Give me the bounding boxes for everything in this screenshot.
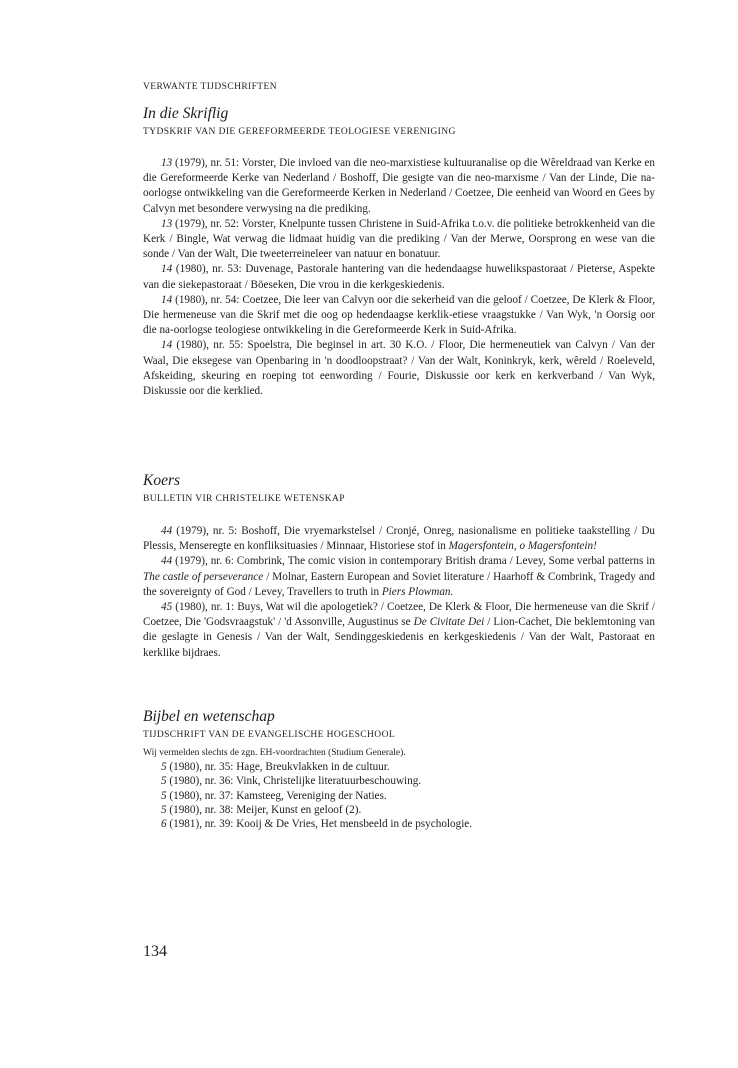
journal-title: In die Skriflig xyxy=(143,105,229,122)
entry-list xyxy=(143,760,655,831)
list-item: 5 (1980), nr. 35: Hage, Breukvlakken in de cultuur. xyxy=(161,761,390,773)
journal-subtitle: TYDSKRIF VAN DIE GEREFORMEERDE TEOLOGIESE VERENIGING xyxy=(143,127,456,137)
list-item: 44 (1979), nr. 5: Boshoff, Die vryemarkstelsel / Cronjé, Onreg, nasionalisme en politieke taakstelling / Du Plessis, Menseregte en konfliksituasies / Minnaar, Historiese stof in Magersfontein, o Magersfontein! xyxy=(143,525,655,553)
running-head: VERWANTE TIJDSCHRIFTEN xyxy=(143,82,277,92)
list-item: 5 (1980), nr. 37: Kamsteeg, Vereniging der Naties. xyxy=(161,789,387,802)
section-note: Wij vermelden slechts de zgn. EH-voordrachten (Studium Generale). xyxy=(143,748,406,758)
list-item: 14 (1980), nr. 53: Duvenage, Pastorale hantering van die hedendaagse huwelikspastoraat / Pieterse, Aspekte van die siekepastoraat / Böeseken, Die vrou in die kerkgeskiedenis. xyxy=(143,263,655,291)
journal-subtitle: TIJDSCHRIFT VAN DE EVANGELISCHE HOGESCHOOL xyxy=(143,730,396,740)
journal-section-koers xyxy=(143,472,655,661)
journal-subtitle: BULLETIN VIR CHRISTELIKE WETENSKAP xyxy=(143,494,345,504)
list-item: 5 (1980), nr. 36: Vink, Christelijke literatuurbeschouwing. xyxy=(161,775,422,788)
entry-list xyxy=(143,524,655,661)
list-item: 6 (1981), nr. 39: Kooij & De Vries, Het mensbeeld in de psychologie. xyxy=(161,818,473,831)
list-item: 5 (1980), nr. 38: Meijer, Kunst en geloof (2). xyxy=(161,803,362,816)
journal-section-in-die-skriflig xyxy=(143,105,655,399)
journal-title: Koers xyxy=(143,472,181,489)
list-item: 13 (1979), nr. 52: Vorster, Knelpunte tussen Christene in Suid-Afrika t.o.v. die politieke betrokkenheid van die Kerk / Bingle, Wat verwag die lidmaat huidig van die prediking / Van der Merwe, Oorsprong en wese van die sonde / Van der Walt, Die tweeterreineleer van natuur en bonatuur. xyxy=(143,217,655,261)
list-item: 13 (1979), nr. 51: Vorster, Die invloed van die neo-marxistiese kultuuranalise op die Wêreldraad van Kerke en die Gereformeerde Kerke van Nederland / Boshoff, Die gesigte van die neo-marxisme / Van der Linde, Die na-oorlogse ontwikkeling van die Gereformeerde Kerken in Nederland / Coetzee, Die eenheid van Woord en Gees by Calvyn met besondere verwysing na die prediking. xyxy=(143,157,655,215)
list-item: 14 (1980), nr. 54: Coetzee, Die leer van Calvyn oor die sekerheid van die geloof / Coetzee, De Klerk & Floor, Die hermeneuse van die Skrif met die oog op hedendaagse kerklik-etiese vraagstukke / Van Wyk, 'n Oorsig oor die na-oorlogse teologiese ontwikkeling in die Gereformeerde Kerk in Suid-Afrika. xyxy=(143,293,655,337)
entry-list xyxy=(143,156,655,399)
journal-title: Bijbel en wetenschap xyxy=(143,708,275,725)
list-item: 44 (1979), nr. 6: Combrink, The comic vision in contemporary British drama / Levey, Some verbal patterns in The castle of perseverance / Molnar, Eastern European and Soviet literature / Haarhoff & Combrink, Tragedy and the sovereignty of God / Levey, Travellers to truth in Piers Plowman. xyxy=(143,555,656,598)
page-number: 134 xyxy=(143,943,167,960)
list-item: 14 (1980), nr. 55: Spoelstra, Die beginsel in art. 30 K.O. / Floor, Die hermeneutiek van Calvyn / Van der Waal, Die eksegese van Openbaring in 'n doodloopstraat? / Van der Walt, Koninkryk, kerk, wêreld / Roeleveld, Afskeiding, skeuring en roeping tot eenwording / Fourie, Diskussie oor kerk en kerkverband / Van Wyk, Diskussie oor die kerklied. xyxy=(143,339,655,398)
journal-section-bijbel-en-wetenschap xyxy=(143,708,655,831)
list-item: 45 (1980), nr. 1: Buys, Wat wil die apologetiek? / Coetzee, De Klerk & Floor, Die hermeneuse van die Skrif / Coetzee, Die 'Godsvraagstuk' / 'd Assonville, Augustinus se De Civitate Dei / Lion-Cachet, Die beklemtoning van die geslagte in Genesis / Van der Walt, Sendinggeskiedenis en kerkgeskiedenis / Van der Walt, Pastoraat en kerklike bijdraes. xyxy=(143,601,655,659)
